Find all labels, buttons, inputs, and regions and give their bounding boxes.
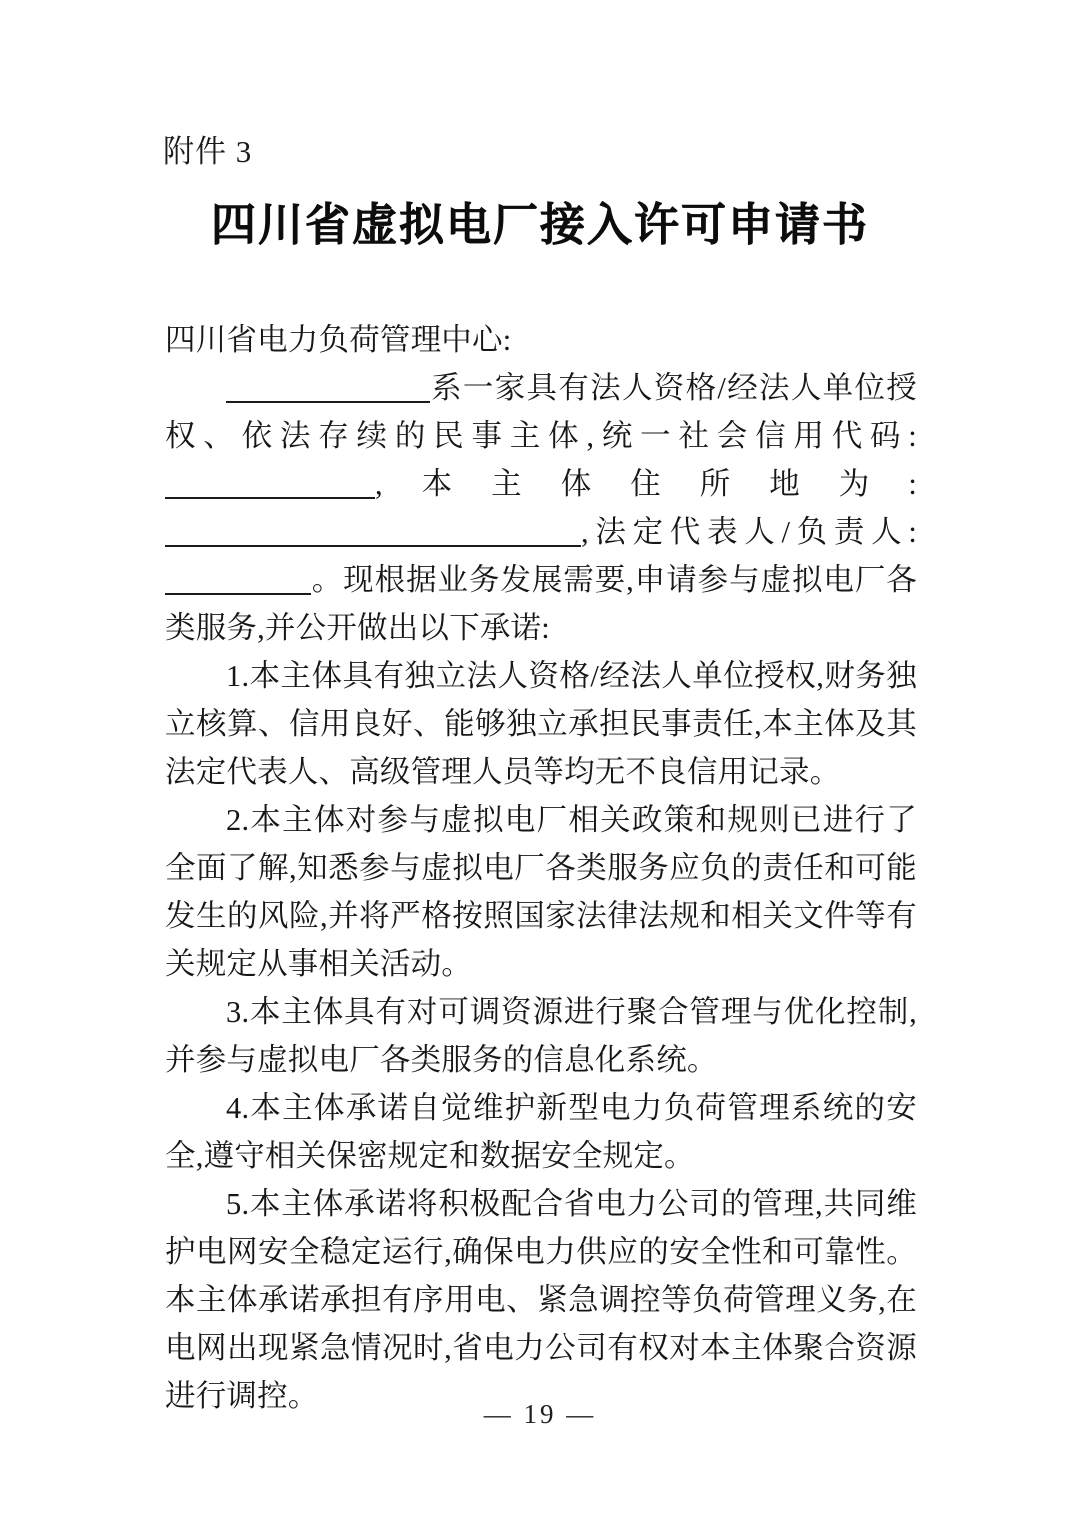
- commitment-number: 5.: [226, 1187, 250, 1221]
- commitment-text: 本主体具有独立法人资格/经法人单位授权,财务独立核算、信用良好、能够独立承担民事责任,本主体及其法定代表人、高级管理人员等均无不良信用记录。: [165, 659, 917, 789]
- opening-segment-3: ,法定代表人/负责人:: [581, 515, 917, 549]
- commitment-item: [165, 796, 917, 988]
- commitment-number: 1.: [226, 659, 250, 693]
- salutation: 四川省电力负荷管理中心:: [165, 323, 512, 357]
- credit-code-blank[interactable]: [165, 471, 375, 499]
- address-blank[interactable]: [165, 519, 581, 547]
- attachment-label: 附件 3: [163, 134, 253, 169]
- page-number: — 19 —: [483, 1399, 597, 1429]
- commitment-item: [165, 652, 917, 796]
- commitment-text: 本主体对参与虚拟电厂相关政策和规则已进行了全面了解,知悉参与虚拟电厂各类服务应负的责任和可能发生的风险,并将严格按照国家法律法规和相关文件等有关规定从事相关活动。: [165, 803, 917, 981]
- applicant-name-blank[interactable]: [226, 375, 430, 403]
- commitment-text: 本主体承诺将积极配合省电力公司的管理,共同维护电网安全稳定运行,确保电力供应的安全性和可靠性。本主体承诺承担有序用电、紧急调控等负荷管理义务,在电网出现紧急情况时,省电力公司有权对本主体聚合资源进行调控。: [165, 1187, 917, 1413]
- page-title: 四川省虚拟电厂接入许可申请书: [210, 198, 869, 251]
- commitment-number: 4.: [226, 1091, 250, 1125]
- opening-segment-4: 。现根据业务发展需要,申请参与虚拟电厂各类服务,并公开做出以下承诺:: [165, 563, 917, 645]
- commitment-item: [165, 1084, 917, 1180]
- opening-segment-2: ,本主体住所地为:: [375, 467, 917, 501]
- opening-segment-1: 系一家具有法人资格/经法人单位授权、依法存续的民事主体,统一社会信用代码:: [165, 371, 917, 453]
- opening-paragraph: [165, 364, 917, 652]
- commitment-item: [165, 1180, 917, 1420]
- commitment-text: 本主体承诺自觉维护新型电力负荷管理系统的安全,遵守相关保密规定和数据安全规定。: [165, 1091, 917, 1173]
- legal-representative-blank[interactable]: [165, 567, 311, 595]
- commitment-number: 2.: [226, 803, 250, 837]
- commitment-text: 本主体具有对可调资源进行聚合管理与优化控制,并参与虚拟电厂各类服务的信息化系统。: [165, 995, 917, 1077]
- document-body: [165, 316, 917, 1420]
- commitment-item: [165, 988, 917, 1084]
- commitment-number: 3.: [226, 995, 250, 1029]
